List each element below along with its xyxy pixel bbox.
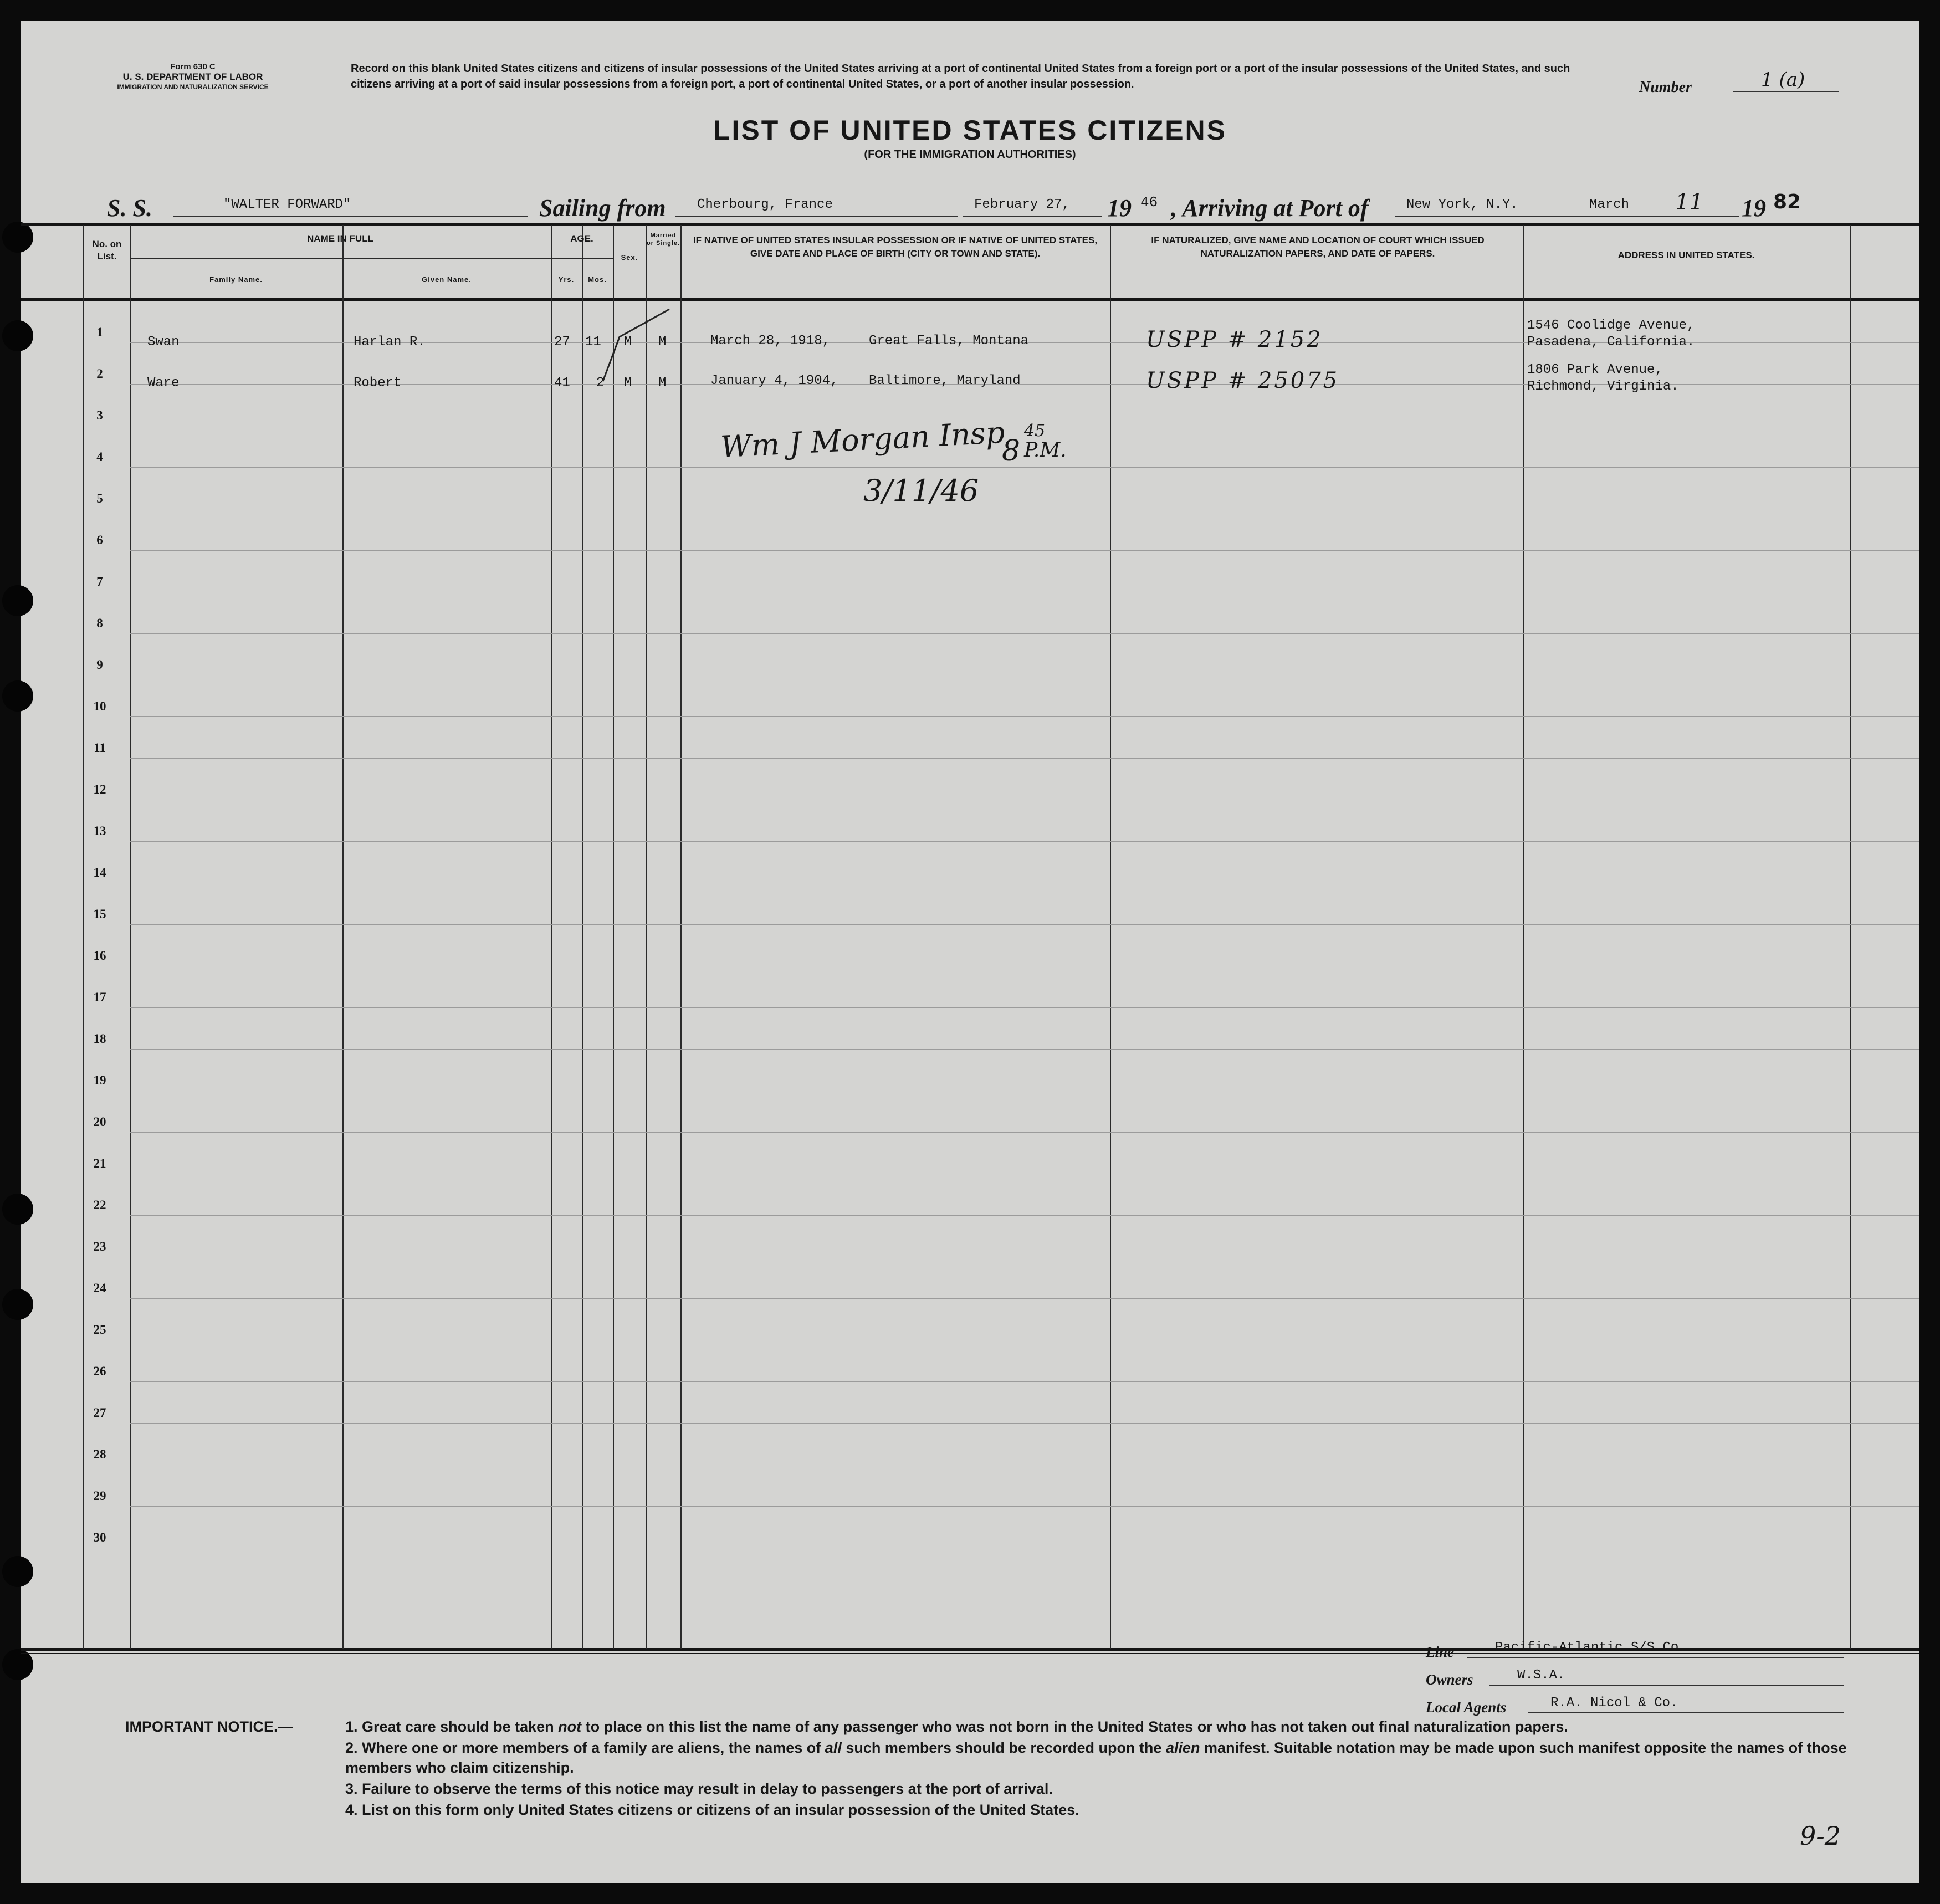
notice-text: 1. Great care should be taken	[345, 1718, 559, 1735]
punch-hole	[2, 222, 33, 253]
row-number: 19	[93, 1073, 106, 1087]
row-number: 11	[94, 741, 106, 755]
birth-date-cell: January 4, 1904,	[710, 373, 838, 388]
notice-text: manifest. Suitable notation may be made upon such manifest opposite the names of those members who claim citizenship.	[345, 1739, 1847, 1776]
sailing-from-value: Cherbourg, France	[675, 197, 958, 217]
family-name-cell: Swan	[147, 335, 180, 350]
header-rule	[21, 298, 1919, 301]
row-number: 30	[93, 1531, 106, 1544]
header-sex: Sex.	[621, 253, 638, 262]
notice-emphasis: alien	[1165, 1739, 1200, 1756]
row-number: 9	[96, 658, 103, 672]
ss-label: S. S.	[107, 195, 152, 222]
column-divider	[1110, 225, 1111, 1649]
column-divider	[342, 225, 344, 1649]
inspection-date: 3/11/46	[863, 473, 979, 508]
birth-place-cell: Great Falls, Montana	[869, 334, 1029, 349]
row-guide-line	[130, 716, 1919, 717]
row-guide-line	[130, 1132, 1919, 1133]
row-number: 17	[93, 990, 106, 1004]
inspection-time-suffix: P.M.	[1024, 439, 1067, 462]
married-cell: M	[658, 335, 667, 350]
row-number: 21	[93, 1156, 106, 1170]
row-number: 10	[93, 699, 106, 713]
header-age: AGE.	[570, 233, 593, 244]
punch-hole	[2, 320, 33, 351]
column-divider	[680, 225, 682, 1649]
sailing-from-label: Sailing from	[539, 195, 666, 222]
number-value: 1 (a)	[1733, 69, 1839, 92]
notice-item-4: 4. List on this form only United States citizens or citizens of an insular possession of the United States.	[345, 1801, 1079, 1818]
sail-date: February 27,	[963, 197, 1102, 217]
address-line2-cell: Pasadena, California.	[1527, 335, 1695, 350]
age-years-cell: 41	[554, 376, 570, 391]
row-guide-line	[130, 841, 1919, 842]
age-years-cell: 27	[554, 335, 570, 350]
row-guide-line	[130, 1049, 1919, 1050]
arriving-label: , Arriving at Port of	[1171, 195, 1369, 222]
corner-mark: 9-2	[1800, 1821, 1841, 1851]
sex-cell: M	[624, 335, 632, 350]
row-number: 14	[93, 866, 106, 879]
row-number: 8	[96, 616, 103, 630]
arrival-year-prefix: 19	[1742, 195, 1766, 222]
address-line1-cell: 1546 Coolidge Avenue,	[1527, 318, 1695, 333]
naturalized-cell: USPP # 25075	[1146, 368, 1340, 393]
row-number: 1	[96, 325, 103, 339]
number-label: Number	[1639, 79, 1692, 96]
address-line2-cell: Richmond, Virginia.	[1527, 379, 1679, 394]
header-mos: Mos.	[588, 275, 607, 284]
notice-heading: IMPORTANT NOTICE.—	[125, 1718, 293, 1735]
ship-name: "WALTER FORWARD"	[173, 197, 528, 217]
name-subheader-rule	[130, 258, 573, 259]
row-number: 28	[93, 1447, 106, 1461]
header-married-or-single: Married or Single.	[646, 232, 680, 247]
local-agents-label: Local Agents	[1426, 1699, 1507, 1716]
row-number: 20	[93, 1115, 106, 1129]
row-number: 2	[96, 367, 103, 381]
column-divider	[551, 225, 552, 1649]
row-guide-line	[130, 1423, 1919, 1424]
header-address: ADDRESS IN UNITED STATES.	[1617, 250, 1755, 260]
row-number: 6	[96, 533, 103, 547]
form-number: Form 630 C	[170, 62, 216, 71]
row-number: 15	[93, 907, 106, 921]
punch-hole	[2, 1194, 33, 1225]
notice-emphasis: all	[825, 1739, 842, 1756]
address-line1-cell: 1806 Park Avenue,	[1527, 362, 1663, 377]
age-months-cell: 2	[596, 376, 605, 391]
row-number: 5	[96, 492, 103, 505]
row-guide-line	[130, 467, 1919, 468]
row-number: 23	[93, 1240, 106, 1253]
row-number: 18	[93, 1032, 106, 1046]
birth-date-cell: March 28, 1918,	[710, 334, 831, 349]
punch-hole	[2, 585, 33, 616]
row-guide-line	[130, 550, 1919, 551]
notice-emphasis: not	[558, 1718, 582, 1735]
intro-text: Record on this blank United States citizens and citizens of insular possessions of the United States arriving at a port of continental United States from a foreign port or a port of the insular possessions of the United States, and such citizens arriving at a port of said insular possessions from a foreign port, a port of continental United States, or a port of another insular possession.	[351, 63, 1570, 90]
check-mark-stroke	[597, 298, 675, 387]
row-guide-line	[130, 1007, 1919, 1008]
notice-text: 2. Where one or more members of a family are aliens, the names of	[345, 1739, 825, 1756]
arrival-year: 82	[1773, 191, 1801, 213]
naturalized-cell: USPP # 2152	[1146, 327, 1323, 352]
age-subheader-rule	[551, 258, 613, 259]
row-number: 22	[93, 1198, 106, 1212]
notice-item-3: 3. Failure to observe the terms of this notice may result in delay to passengers at the port of arrival.	[345, 1780, 1053, 1797]
manifest-sheet	[21, 21, 1919, 1883]
row-number: 25	[93, 1323, 106, 1337]
row-guide-line	[130, 758, 1919, 759]
row-number: 16	[93, 949, 106, 963]
header-name-in-full: NAME IN FULL	[307, 233, 373, 244]
punch-hole	[2, 1556, 33, 1587]
row-guide-line	[130, 1215, 1919, 1216]
line-label: Line	[1426, 1644, 1454, 1660]
column-divider	[130, 225, 131, 1649]
notice-text: such members should be recorded upon the	[841, 1739, 1166, 1756]
notice-item-1	[345, 1717, 1891, 1737]
column-divider	[1523, 225, 1524, 1649]
row-guide-line	[130, 1381, 1919, 1382]
local-agents-value: R.A. Nicol & Co.	[1528, 1696, 1844, 1713]
header-yrs: Yrs.	[558, 275, 575, 284]
sex-cell: M	[624, 376, 632, 391]
column-divider	[1850, 225, 1851, 1649]
header-given-name: Given Name.	[422, 275, 472, 284]
birth-place-cell: Baltimore, Maryland	[869, 373, 1021, 388]
header-family-name: Family Name.	[209, 275, 263, 284]
column-divider	[83, 225, 84, 1649]
family-name-cell: Ware	[147, 376, 180, 391]
row-number: 12	[93, 782, 106, 796]
row-number: 3	[96, 408, 103, 422]
page-title: LIST OF UNITED STATES CITIZENS	[713, 115, 1227, 146]
row-guide-line	[130, 924, 1919, 925]
inspection-time: 8	[1002, 434, 1021, 468]
punch-hole	[2, 680, 33, 712]
age-months-cell: 11	[585, 335, 601, 350]
page-subtitle: (FOR THE IMMIGRATION AUTHORITIES)	[864, 149, 1076, 161]
department-name: U. S. DEPARTMENT OF LABOR	[122, 71, 263, 82]
row-number: 7	[96, 575, 103, 588]
column-divider	[646, 225, 647, 1649]
punch-hole	[2, 1289, 33, 1320]
given-name-cell: Harlan R.	[354, 335, 426, 350]
row-number: 24	[93, 1281, 106, 1295]
inspection-time-minutes: 45	[1024, 421, 1046, 441]
inspector-signature: Wm J Morgan Insp	[719, 414, 1006, 465]
header-birth: IF NATIVE OF UNITED STATES INSULAR POSSESSION OR IF NATIVE OF UNITED STATES, GIVE DATE AND PLACE OF BIRTH (CITY OR TOWN AND STATE).	[693, 235, 1098, 259]
given-name-cell: Robert	[354, 376, 402, 391]
row-guide-line	[130, 1506, 1919, 1507]
married-cell: M	[658, 376, 667, 391]
sail-year: 46	[1140, 194, 1158, 211]
notice-item-2	[345, 1738, 1897, 1778]
column-divider	[582, 225, 583, 1649]
notice-text: to place on this list the name of any passenger who was not born in the United States or who has not taken out final naturalization papers.	[581, 1718, 1568, 1735]
row-guide-line	[130, 1298, 1919, 1299]
line-value: Pacific-Atlantic S/S Co.	[1467, 1640, 1844, 1658]
row-number: 4	[96, 450, 103, 464]
arrival-port: New York, N.Y.	[1395, 197, 1573, 217]
arrival-month: March	[1573, 197, 1739, 217]
row-number: 29	[93, 1489, 106, 1503]
owners-value: W.S.A.	[1489, 1668, 1844, 1686]
form-identification	[104, 62, 281, 92]
column-divider	[613, 225, 614, 1649]
row-guide-line	[130, 633, 1919, 634]
header-no: No. on List.	[92, 239, 122, 262]
row-number: 26	[93, 1364, 106, 1378]
header-naturalized: IF NATURALIZED, GIVE NAME AND LOCATION OF COURT WHICH ISSUED NATURALIZATION PAPERS, AND DATE OF PAPERS.	[1151, 235, 1485, 259]
row-number: 27	[93, 1406, 106, 1420]
sail-year-prefix: 19	[1107, 195, 1132, 222]
arrival-day: 11	[1675, 190, 1703, 215]
table-top-rule	[21, 223, 1919, 226]
service-name: IMMIGRATION AND NATURALIZATION SERVICE	[117, 83, 269, 91]
row-number: 13	[93, 824, 106, 838]
owners-label: Owners	[1426, 1671, 1473, 1688]
